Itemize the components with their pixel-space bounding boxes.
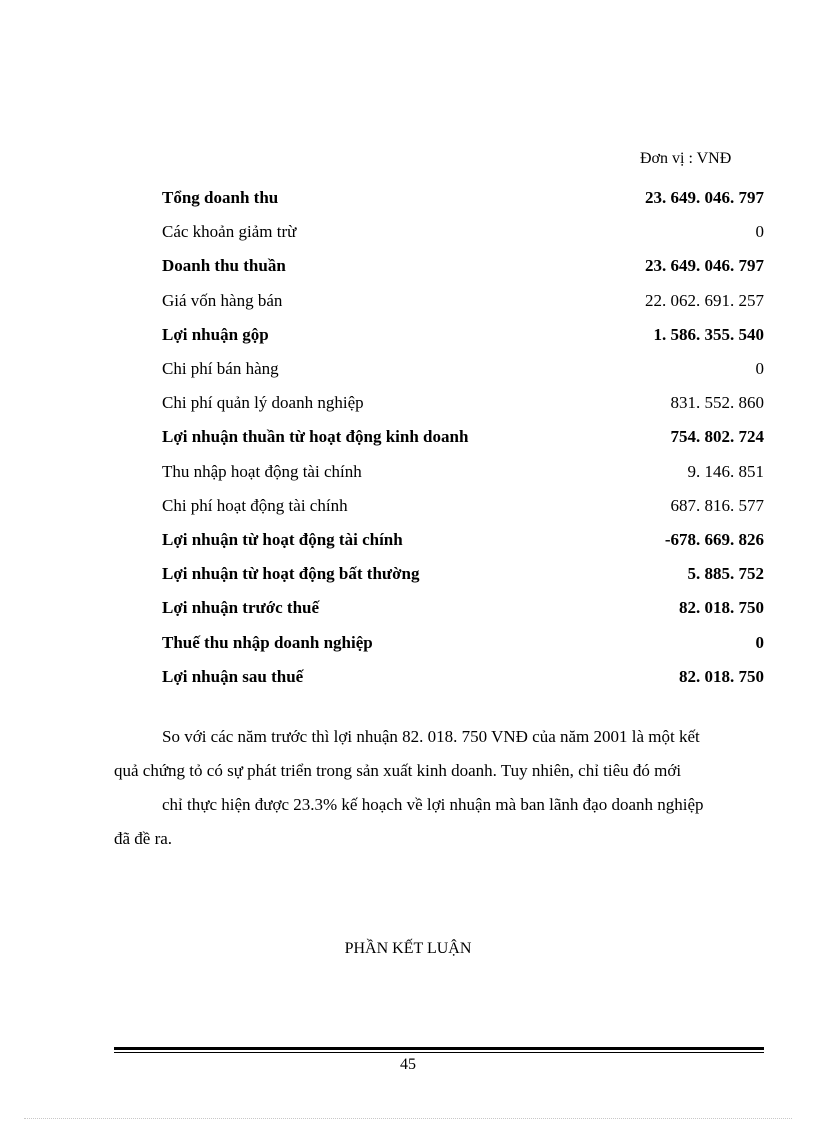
row-label: Chi phí hoạt động tài chính xyxy=(162,495,348,515)
income-statement-table xyxy=(162,181,764,694)
table-row xyxy=(162,523,764,557)
page-edge-divider xyxy=(24,1118,792,1119)
row-value: 0 xyxy=(755,222,764,242)
row-value: -678. 669. 826 xyxy=(664,529,764,549)
row-label: Chi phí quản lý doanh nghiệp xyxy=(162,393,364,413)
row-value: 5. 885. 752 xyxy=(687,564,764,584)
row-value: 82. 018. 750 xyxy=(679,598,764,618)
row-label: Lợi nhuận từ hoạt động bất thường xyxy=(162,564,420,584)
row-label: Lợi nhuận trước thuế xyxy=(162,598,320,618)
row-value: 1. 586. 355. 540 xyxy=(653,324,764,344)
row-label: Giá vốn hàng bán xyxy=(162,290,283,310)
paragraph-line: quả chứng tỏ có sự phát triển trong sản xuất kinh doanh. Tuy nhiên, chỉ tiêu đó mới xyxy=(114,761,682,780)
row-value: 831. 552. 860 xyxy=(670,393,764,413)
row-value: 9. 146. 851 xyxy=(687,461,764,481)
row-value: 754. 802. 724 xyxy=(670,427,764,447)
unit-label: Đơn vị : VNĐ xyxy=(640,150,732,167)
table-row xyxy=(162,249,764,283)
table-row xyxy=(162,318,764,352)
row-label: Thuế thu nhập doanh nghiệp xyxy=(162,632,373,652)
row-label: Tổng doanh thu xyxy=(162,188,279,208)
table-row xyxy=(162,660,764,694)
table-row xyxy=(162,625,764,659)
row-label: Lợi nhuận gộp xyxy=(162,324,269,344)
section-heading: PHẦN KẾT LUẬN xyxy=(344,940,472,957)
paragraph-line: So với các năm trước thì lợi nhuận 82. 018. 750 VNĐ của năm 2001 là một kết xyxy=(162,727,700,746)
row-label: Lợi nhuận sau thuế xyxy=(162,666,304,686)
table-row xyxy=(162,284,764,318)
table-row xyxy=(162,489,764,523)
table-row xyxy=(162,386,764,420)
page-number: 45 xyxy=(400,1056,416,1073)
footer-divider xyxy=(114,1047,764,1050)
paragraph-line: chỉ thực hiện được 23.3% kế hoạch về lợi nhuận mà ban lãnh đạo doanh nghiệp xyxy=(162,795,704,814)
table-row xyxy=(162,455,764,489)
table-row xyxy=(162,181,764,215)
row-label: Lợi nhuận thuần từ hoạt động kinh doanh xyxy=(162,427,469,447)
footer-divider-thin xyxy=(114,1052,764,1053)
row-value: 687. 816. 577 xyxy=(670,495,764,515)
row-value: 23. 649. 046. 797 xyxy=(645,188,764,208)
row-label: Chi phí bán hàng xyxy=(162,359,279,379)
row-value: 0 xyxy=(755,359,764,379)
table-row xyxy=(162,215,764,249)
row-value: 82. 018. 750 xyxy=(679,666,764,686)
table-row xyxy=(162,591,764,625)
row-value: 0 xyxy=(755,632,764,652)
table-row xyxy=(162,352,764,386)
row-label: Doanh thu thuần xyxy=(162,256,286,276)
row-label: Lợi nhuận từ hoạt động tài chính xyxy=(162,529,403,549)
commentary-paragraph xyxy=(114,720,764,856)
row-label: Các khoản giảm trừ xyxy=(162,222,297,242)
table-row xyxy=(162,420,764,454)
row-value: 23. 649. 046. 797 xyxy=(645,256,764,276)
row-value: 22. 062. 691. 257 xyxy=(645,290,764,310)
row-label: Thu nhập hoạt động tài chính xyxy=(162,461,362,481)
table-row xyxy=(162,557,764,591)
paragraph-line: đã đề ra. xyxy=(114,829,173,848)
